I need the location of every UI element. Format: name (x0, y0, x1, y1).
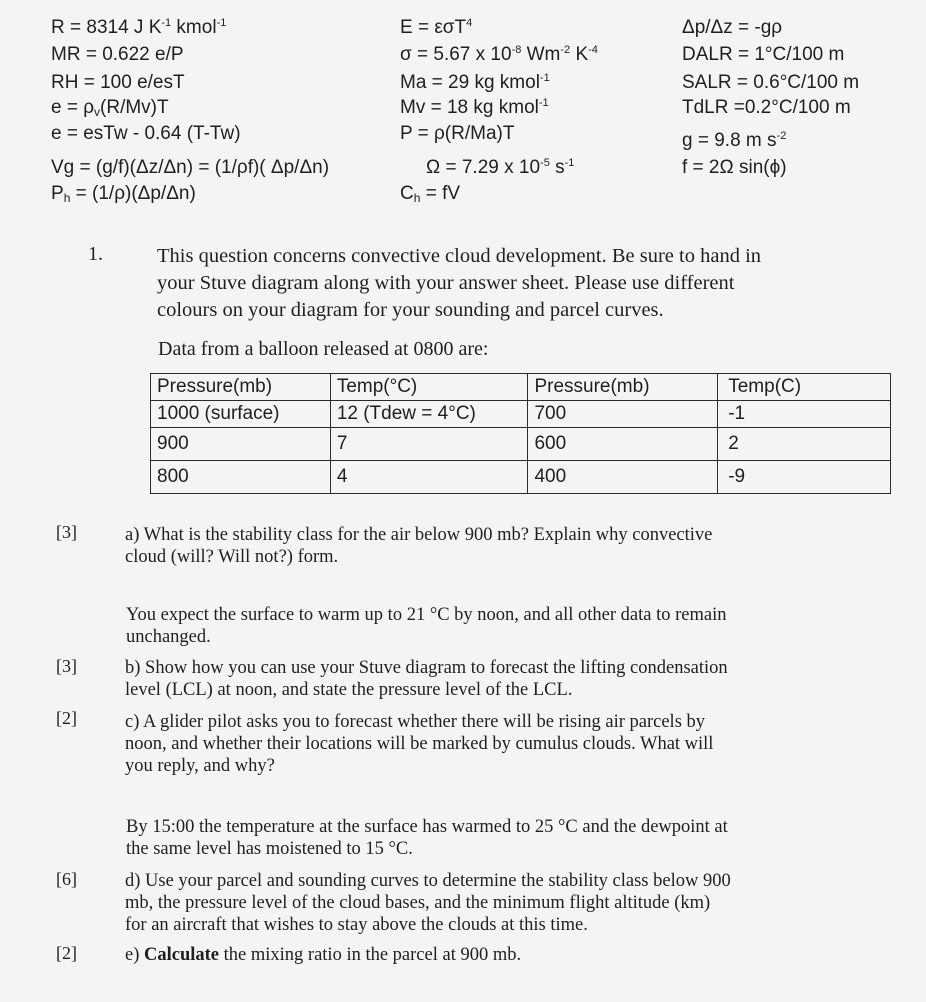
equation-dry-air-molar-mass: Ma = 29 kg kmol$^{-1}$ (400, 72, 550, 93)
table-cell: -1 (718, 401, 891, 428)
part-c-text (125, 711, 713, 777)
table-row (151, 461, 891, 494)
table-cell: 400 (528, 461, 718, 494)
part-e-text (125, 944, 521, 966)
equation-stefan-boltzmann: E = εσT$^4$ (400, 17, 473, 38)
question-intro-line: This question concerns convective cloud development. Be sure to hand in (157, 245, 762, 267)
part-a-line: a) What is the stability class for the air below 900 mb? Explain why convective (125, 525, 713, 545)
part-d-line: for an aircraft that wishes to stay above the clouds at this time. (125, 915, 588, 935)
table-cell: 7 (330, 428, 528, 461)
table-header: Pressure(mb) (528, 374, 718, 401)
part-e-bold: Calculate (144, 945, 220, 965)
part-a-text (125, 524, 712, 568)
part-a-line: cloud (will? Will not?) form. (125, 547, 339, 567)
table-cell: 12 (Tdew = 4°C) (330, 401, 528, 428)
question-intro (157, 243, 897, 324)
afternoon-context-line: By 15:00 the temperature at the surface has warmed to 25 °C and the dewpoint at (126, 817, 728, 837)
equation-mixing-ratio: MR = 0.622 e/P (51, 44, 184, 65)
part-d-text (125, 870, 731, 936)
equation-salr: SALR = 0.6°C/100 m (682, 72, 860, 93)
table-cell: 800 (151, 461, 331, 494)
equation-earth-rotation: Ω = 7.29 x $10^{-5}$ $s^{-1}$ (426, 157, 575, 178)
data-label: Data from a balloon released at 0800 are: (158, 338, 489, 360)
part-d-line: d) Use your parcel and sounding curves to determine the stability class below 900 (125, 871, 731, 891)
part-d-line: mb, the pressure level of the cloud bases, and the minimum flight altitude (km) (125, 893, 711, 913)
equation-hydrostatic: Δp/Δz = -gρ (682, 17, 783, 38)
part-b-line: level (LCL) at noon, and state the pressure level of the LCL. (125, 680, 573, 700)
equation-gas-constant: R = 8314 J $K^{-1}$ kmol$^{-1}$ (51, 17, 227, 38)
balloon-data-table (150, 373, 891, 494)
noon-context-line: unchanged. (126, 627, 211, 647)
question-intro-line: colours on your diagram for your sounding and parcel curves. (157, 299, 664, 321)
equation-gravity: g = 9.8 m $s^{-2}$ (682, 130, 787, 151)
table-row (151, 401, 891, 428)
equation-vapour-pressure: $e = \rho_v(R/Mv)T$ (51, 97, 169, 119)
table-cell: 4 (330, 461, 528, 494)
question-intro-line: your Stuve diagram along with your answer sheet. Please use different (157, 272, 735, 294)
equation-psychrometric: e = esTw - 0.64 (T-Tw) (51, 123, 241, 144)
part-e-marks: [2] (56, 943, 77, 963)
equation-tdlr: TdLR =0.2°C/100 m (682, 97, 851, 118)
table-row (151, 428, 891, 461)
part-b-marks: [3] (56, 656, 77, 676)
part-b-line: b) Show how you can use your Stuve diagram to forecast the lifting condensation (125, 658, 728, 678)
question-number: 1. (88, 243, 103, 265)
equation-ideal-gas: P = ρ(R/Ma)T (400, 123, 515, 144)
equation-vapour-molar-mass: Mv = 18 kg kmol$^{-1}$ (400, 97, 549, 118)
equation-coriolis-parameter: f = 2Ω sin(ϕ) (682, 157, 787, 178)
table-cell: 1000 (surface) (151, 401, 331, 428)
table-cell: -9 (718, 461, 891, 494)
table-cell: 900 (151, 428, 331, 461)
part-c-marks: [2] (56, 708, 77, 728)
table-cell: 600 (528, 428, 718, 461)
part-d-marks: [6] (56, 869, 77, 889)
table-header: Pressure(mb) (151, 374, 331, 401)
table-header-row (151, 374, 891, 401)
equation-relative-humidity: RH = 100 e/esT (51, 72, 185, 93)
table-header: Temp(C) (718, 374, 891, 401)
equation-coriolis-force: $C_h$ = fV (400, 183, 461, 205)
equation-sigma: σ = 5.67 x $10^{-8}$ $Wm^{-2}$ $K^{-4}$ (400, 44, 598, 65)
part-c-line: noon, and whether their locations will be marked by cumulus clouds. What will (125, 734, 714, 754)
part-e-prefix: e) (125, 945, 144, 965)
table-cell: 2 (718, 428, 891, 461)
part-b-text (125, 657, 728, 701)
table-cell: 700 (528, 401, 718, 428)
part-c-line: c) A glider pilot asks you to forecast whether there will be rising air parcels by (125, 712, 706, 732)
noon-context (126, 604, 726, 648)
afternoon-context-line: the same level has moistened to 15 °C. (126, 839, 413, 859)
equation-dalr: DALR = 1°C/100 m (682, 44, 845, 65)
equation-geostrophic-wind: Vg = (g/f)(Δz/Δn) = (1/ρf)( Δp/Δn) (51, 157, 330, 178)
noon-context-line: You expect the surface to warm up to 21 °C by noon, and all other data to remain (126, 605, 727, 625)
table-header: Temp(°C) (330, 374, 528, 401)
part-c-line: you reply, and why? (125, 756, 275, 776)
equation-pressure-gradient: $P_h = (1/\rho)(\Delta p/\Delta n)$ (51, 183, 196, 205)
afternoon-context (126, 816, 728, 860)
part-e-rest: the mixing ratio in the parcel at 900 mb. (219, 945, 522, 965)
part-a-marks: [3] (56, 522, 77, 542)
